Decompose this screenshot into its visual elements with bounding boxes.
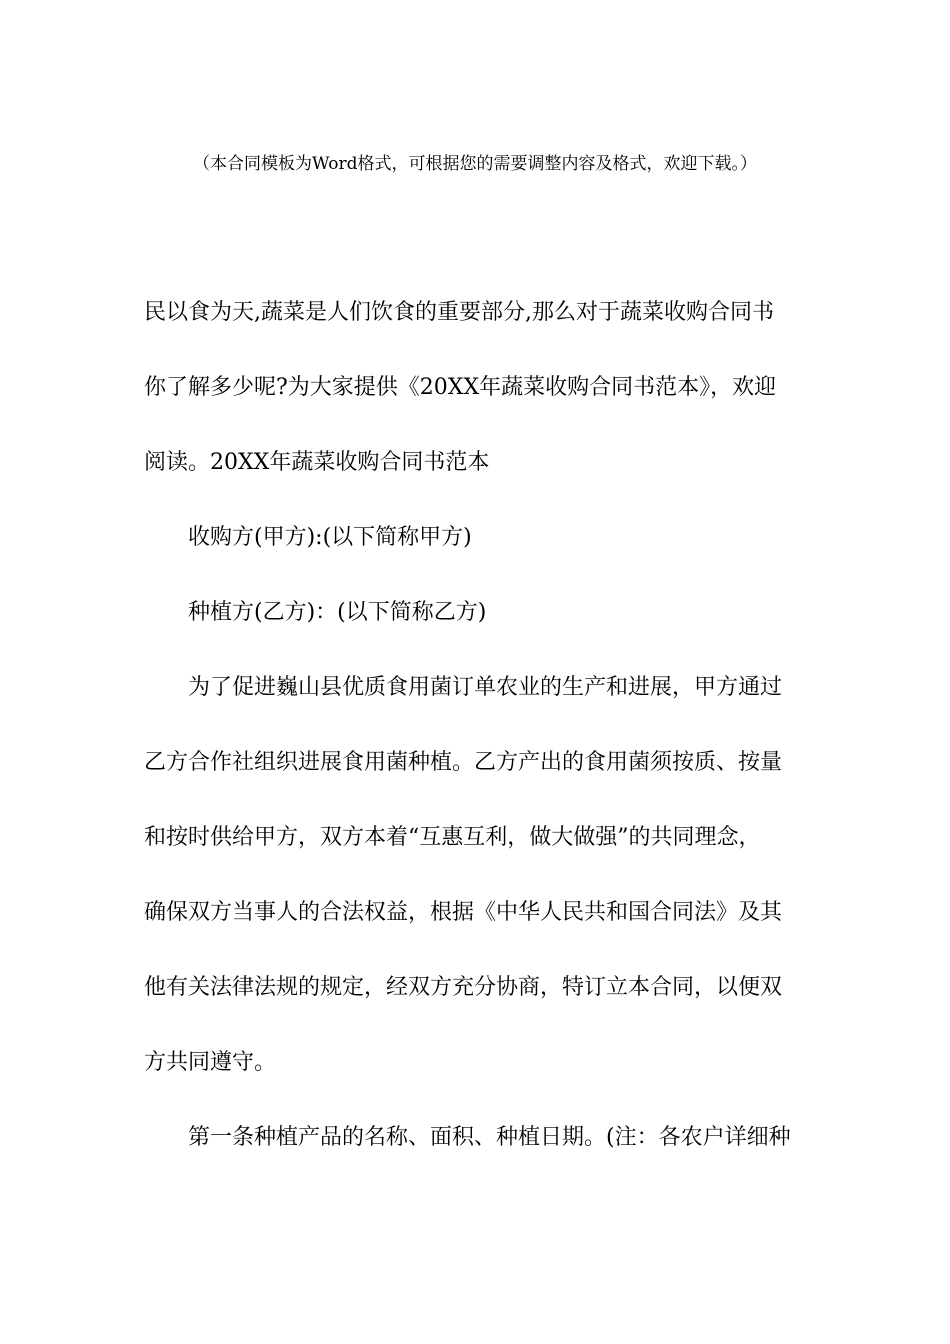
article-one-line: 第一条种植产品的名称、面积、种植日期。(注：各农户详细种	[144, 1125, 791, 1150]
paragraph-line: 乙方合作社组织进展食用菌种植。乙方产出的食用菌须按质、按量	[144, 750, 783, 775]
paragraph-line: 方共同遵守。	[144, 1050, 277, 1075]
paragraph-line: 确保双方当事人的合法权益，根据《中华人民共和国合同法》及其	[144, 900, 783, 925]
paragraph-line: 他有关法律法规的规定，经双方充分协商，特订立本合同，以便双	[144, 975, 783, 1000]
paragraph-line: 你了解多少呢?为大家提供《20XX年蔬菜收购合同书范本》，欢迎	[144, 375, 777, 400]
paragraph-line: 为了促进巍山县优质食用菌订单农业的生产和进展，甲方通过	[144, 675, 783, 700]
paragraph-line: 阅读。20XX年蔬菜收购合同书范本	[144, 450, 490, 475]
grower-line: 种植方(乙方)：(以下简称乙方)	[144, 600, 487, 625]
template-note: （本合同模板为Word格式，可根据您的需要调整内容及格式，欢迎下载。）	[192, 154, 758, 174]
paragraph-line: 和按时供给甲方，双方本着“互惠互利，做大做强”的共同理念，	[144, 825, 761, 850]
purchaser-line: 收购方(甲方):(以下简称甲方)	[144, 525, 472, 550]
paragraph-line: 民以食为天,蔬菜是人们饮食的重要部分,那么对于蔬菜收购合同书	[144, 300, 774, 325]
